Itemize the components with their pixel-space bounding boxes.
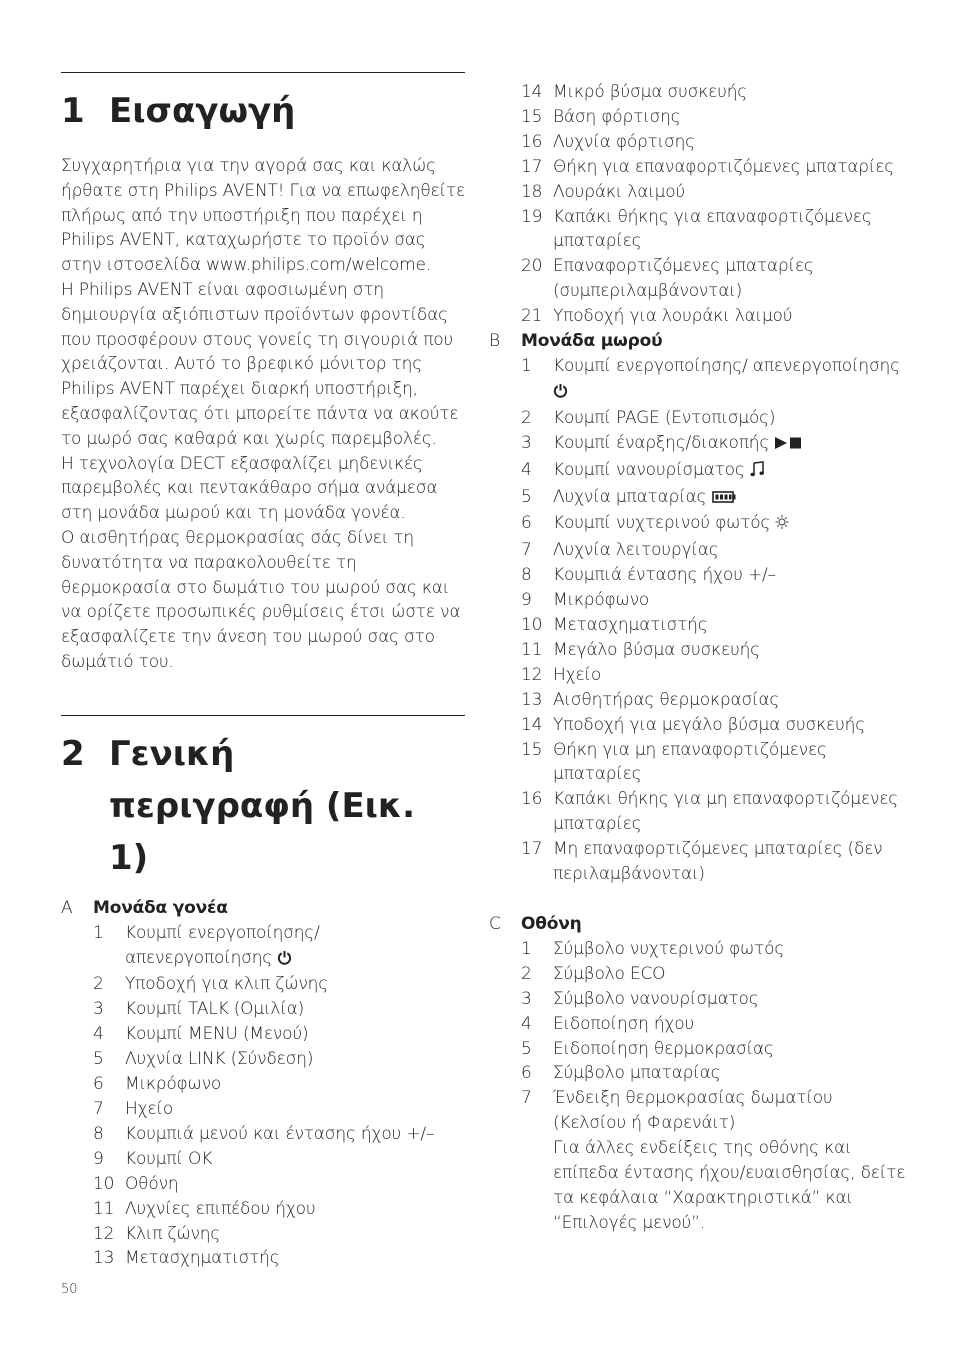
- item-label: [553, 155, 909, 180]
- list-item: [521, 80, 909, 105]
- item-text: Οθόνη: [125, 1173, 179, 1194]
- item-text: Σύμβολο νανουρίσματος: [553, 988, 759, 1009]
- item-text: Μικρό βύσμα συσκευής: [553, 82, 748, 102]
- list-item: [521, 458, 909, 485]
- item-text: Κουμπί TALK (Ομιλία): [125, 999, 305, 1020]
- item-number: 13: [521, 689, 543, 710]
- item-text: Βάση φόρτισης: [553, 106, 681, 127]
- group-letter: A: [61, 897, 73, 918]
- list-item: [93, 1072, 465, 1097]
- item-text: Καπάκι θήκης για μη επαναφορτιζόμενες μπαταρίες: [553, 789, 899, 835]
- page-number: 50: [61, 1282, 78, 1297]
- item-number: 5: [521, 486, 532, 507]
- item-number: 4: [521, 459, 532, 480]
- item-text: Ηχείο: [553, 664, 602, 685]
- item-number: 11: [521, 639, 543, 660]
- item-text: Σύμβολο ECO: [553, 963, 666, 984]
- item-number: 7: [93, 1098, 104, 1119]
- list-item: [93, 921, 465, 973]
- list-item: [521, 180, 909, 205]
- list-item: [93, 972, 465, 997]
- item-text: Σύμβολο μπαταρίας: [553, 1063, 721, 1084]
- item-number: 7: [521, 1088, 532, 1109]
- list-item: [521, 538, 909, 563]
- item-text: Θήκη για επαναφορτιζόμενες μπαταρίες: [553, 156, 894, 177]
- item-label: [553, 1012, 909, 1037]
- item-label: [553, 1061, 909, 1086]
- parent-unit-list: [61, 896, 465, 1272]
- item-text: Μετασχηματιστής: [125, 1248, 280, 1269]
- item-text: Υποδοχή για μεγάλο βύσμα συσκευής: [553, 714, 865, 735]
- list-item: [521, 511, 909, 538]
- intro-paragraph: Ο αισθητήρας θερμοκρασίας σάς δίνει τη δυνατότητα να παρακολουθείτε τη θερμοκρασία στο δωμάτιο του μωρού σας και να ορίζετε προσωπικές ρυθμίσεις έτσι ώστε να εξασφαλίζετε την άνεση του μωρού σας στο δωμάτιό του.: [61, 527, 461, 672]
- item-text: Λουράκι λαιμού: [553, 181, 686, 202]
- intro-paragraph: Η τεχνολογία DECT εξασφαλίζει μηδενικές παρεμβολές και πεντακάθαρο σήμα ανάμεσα στη μονάδα μωρού και τη μονάδα γονέα.: [61, 453, 438, 524]
- item-label: [553, 180, 909, 205]
- display-note: Για άλλες ενδείξεις της οθόνης και επίπεδα έντασης ήχου/ευαισθησίας, δείτε τα κεφάλαια “Χαρακτηριστικά” και “Επιλογές μενού”.: [553, 1138, 906, 1233]
- item-number: 9: [93, 1148, 104, 1169]
- list-item: [521, 1037, 909, 1062]
- item-label: [553, 1086, 909, 1136]
- item-number: 2: [521, 963, 532, 984]
- item-text: Κουμπί PAGE (Εντοπισμός): [553, 407, 776, 428]
- item-label: [553, 987, 909, 1012]
- item-number: 14: [521, 82, 543, 102]
- item-label: [553, 588, 909, 613]
- group-heading: [61, 896, 465, 921]
- item-text: Κουμπί έναρξης/διακοπής: [553, 432, 770, 453]
- item-text: Κουμπί MENU (Μενού): [125, 1024, 309, 1045]
- item-text: Ειδοποίηση θερμοκρασίας: [553, 1038, 774, 1059]
- list-item: [521, 588, 909, 613]
- list-item: [521, 787, 909, 837]
- item-text: Κουμπί OK: [125, 1148, 213, 1169]
- list-item: [521, 563, 909, 588]
- list-item: [521, 431, 909, 458]
- item-label: [553, 254, 909, 304]
- list-item: [521, 254, 909, 304]
- item-label: [125, 921, 465, 973]
- item-text: Λυχνίες επιπέδου ήχου: [125, 1198, 316, 1219]
- item-number: 2: [93, 974, 104, 995]
- night-light-icon: [775, 513, 789, 538]
- intro-paragraph: Η Philips AVENT είναι αφοσιωμένη στη δημιουργία αξιόπιστων προϊόντων φροντίδας που προσφέρουν στους γονείς τη σιγουριά που χρειάζονται. Αυτό το βρεφικό μόνιτορ της Philips AVENT παρέχει διαρκή υποστήριξη, εξασφαλίζοντας ότι μπορείτε πάντα να ακούτε το μωρό σας καθαρά και χωρίς παρεμβολές.: [61, 279, 459, 449]
- item-text: Υποδοχή για λουράκι λαιμού: [553, 306, 793, 327]
- item-number: 1: [521, 938, 532, 959]
- item-number: 3: [521, 432, 532, 453]
- power-icon: [553, 381, 568, 406]
- section-number: 2: [61, 733, 85, 774]
- item-label: [553, 458, 909, 485]
- section-rule: [61, 72, 465, 73]
- list-item: [521, 688, 909, 713]
- group-title: Μονάδα μωρού: [521, 331, 663, 352]
- list-item: [521, 354, 909, 406]
- item-text: Σύμβολο νυχτερινού φωτός: [553, 938, 785, 959]
- parent-unit-list-continued: [489, 80, 909, 329]
- item-label: [553, 962, 909, 987]
- item-label: [125, 1122, 465, 1147]
- item-text: Κουμπιά έντασης ήχου +/–: [553, 565, 776, 586]
- item-label: [553, 431, 909, 458]
- item-label: [553, 130, 909, 155]
- item-label: [553, 105, 909, 130]
- item-number: 17: [521, 156, 543, 177]
- item-number: 10: [93, 1173, 115, 1194]
- item-label: [553, 538, 909, 563]
- item-number: 14: [521, 714, 543, 735]
- item-number: 12: [521, 664, 543, 685]
- item-label: [125, 1047, 465, 1072]
- item-number: 12: [93, 1223, 115, 1244]
- group-letter: B: [489, 331, 500, 352]
- display-list: [489, 912, 909, 1236]
- item-label: [553, 485, 909, 512]
- item-number: 1: [93, 922, 104, 943]
- intro-text: [61, 154, 465, 675]
- list-item: [93, 1197, 465, 1222]
- item-label: [125, 997, 465, 1022]
- list-item: [521, 1012, 909, 1037]
- music-note-icon: [750, 460, 764, 485]
- item-number: 5: [93, 1049, 104, 1070]
- item-number: 10: [521, 615, 543, 636]
- item-text: Λυχνία φόρτισης: [553, 131, 695, 152]
- list-item: [93, 1246, 465, 1271]
- item-text: Υποδοχή για κλιπ ζώνης: [125, 974, 329, 995]
- item-label: [125, 1147, 465, 1172]
- item-label: [553, 663, 909, 688]
- item-number: 15: [521, 106, 543, 127]
- play-stop-icon: [774, 433, 804, 458]
- item-text: Μικρόφωνο: [553, 590, 650, 611]
- item-number: 4: [93, 1024, 104, 1045]
- item-label: [553, 354, 909, 406]
- item-text: Κουμπιά μενού και έντασης ήχου +/–: [125, 1123, 435, 1144]
- item-label: [553, 304, 909, 329]
- section-2-title: [61, 728, 465, 884]
- item-text: Λυχνία μπαταρίας: [553, 486, 707, 507]
- item-label: [553, 613, 909, 638]
- item-number: 6: [521, 513, 532, 534]
- list-item: [93, 1122, 465, 1147]
- list-item: [93, 1097, 465, 1122]
- item-text: Επαναφορτιζόμενες μπαταρίες (συμπεριλαμβάνονται): [553, 256, 814, 302]
- item-label: [125, 1246, 465, 1271]
- list-item: [93, 1022, 465, 1047]
- list-item: [521, 613, 909, 638]
- list-item: [521, 987, 909, 1012]
- item-text: Μετασχηματιστής: [553, 615, 708, 636]
- item-label: [553, 406, 909, 431]
- left-column: [61, 72, 465, 1271]
- list-item: [93, 1222, 465, 1247]
- item-number: 11: [93, 1198, 115, 1219]
- item-text: Αισθητήρας θερμοκρασίας: [553, 689, 780, 710]
- item-label: [553, 713, 909, 738]
- item-number: 15: [521, 739, 543, 760]
- item-text: Θήκη για μη επαναφορτιζόμενες μπαταρίες: [553, 739, 827, 785]
- list-item: [93, 1047, 465, 1072]
- section-heading: [109, 728, 465, 884]
- list-item: [521, 837, 909, 887]
- item-number: 9: [521, 590, 532, 611]
- item-text: Κουμπί ενεργοποίησης/ απενεργοποίησης: [125, 922, 320, 968]
- item-text: Κλιπ ζώνης: [125, 1223, 221, 1244]
- item-label: [553, 638, 909, 663]
- list-item: [521, 663, 909, 688]
- item-label: [553, 688, 909, 713]
- item-text: Καπάκι θήκης για επαναφορτιζόμενες μπαταρίες: [553, 206, 872, 252]
- item-label: [125, 1172, 465, 1197]
- item-label: [553, 511, 909, 538]
- item-label: [553, 837, 909, 887]
- list-item: [521, 1061, 909, 1086]
- item-label: [125, 1197, 465, 1222]
- item-label: [553, 937, 909, 962]
- list-item: [93, 997, 465, 1022]
- item-label: [125, 1222, 465, 1247]
- item-label: [125, 1072, 465, 1097]
- item-label: [553, 787, 909, 837]
- list-item: [93, 1172, 465, 1197]
- item-label: [553, 738, 909, 788]
- battery-icon: [712, 487, 736, 512]
- section-heading: Εισαγωγή: [109, 91, 296, 131]
- list-item: [521, 962, 909, 987]
- item-text: Κουμπί νυχτερινού φωτός: [553, 513, 771, 534]
- list-item: [521, 406, 909, 431]
- intro-paragraph: Συγχαρητήρια για την αγορά σας και καλώς ήρθατε στη Philips AVENT! Για να επωφεληθείτε πλήρως από την υποστήριξη που παρέχει η Philips AVENT, καταχωρήστε το προϊόν σας στην ιστοσελίδα www.philips.com/welcome.: [61, 156, 465, 276]
- list-item: [521, 105, 909, 130]
- group-title: Οθόνη: [521, 914, 582, 934]
- list-item: [521, 937, 909, 962]
- item-text: Ηχείο: [125, 1098, 174, 1119]
- item-number: 1: [521, 355, 532, 376]
- list-item: [521, 738, 909, 788]
- item-number: 6: [93, 1074, 104, 1095]
- list-item: [521, 1086, 909, 1136]
- list-item: [521, 713, 909, 738]
- list-item: [521, 638, 909, 663]
- item-label: [553, 563, 909, 588]
- item-number: 4: [521, 1013, 532, 1034]
- item-label: [553, 205, 909, 255]
- item-number: 2: [521, 407, 532, 428]
- list-item: [521, 205, 909, 255]
- item-text: Μικρόφωνο: [125, 1074, 222, 1095]
- item-text: Κουμπί ενεργοποίησης/ απενεργοποίησης: [553, 355, 900, 376]
- item-text: Λυχνία λειτουργίας: [553, 540, 719, 561]
- item-label: [125, 1097, 465, 1122]
- item-number: 21: [521, 306, 543, 327]
- item-number: 3: [93, 999, 104, 1020]
- item-number: 8: [93, 1123, 104, 1144]
- item-text: Ειδοποίηση ήχου: [553, 1013, 695, 1034]
- section-number: 1: [61, 91, 85, 131]
- item-number: 16: [521, 789, 543, 810]
- section-heading-line: περιγραφή (Εικ. 1): [109, 785, 415, 878]
- list-item: [521, 155, 909, 180]
- item-number: 6: [521, 1063, 532, 1084]
- item-number: 8: [521, 565, 532, 586]
- group-heading: [489, 329, 909, 354]
- item-text: Κουμπί νανουρίσματος: [553, 459, 745, 480]
- item-number: 5: [521, 1038, 532, 1059]
- right-column: [489, 80, 909, 1236]
- section-1-title: [61, 85, 465, 137]
- item-number: 7: [521, 540, 532, 561]
- list-item: [521, 130, 909, 155]
- group-heading: [489, 912, 909, 937]
- section-heading-line: Γενική: [109, 733, 235, 774]
- section-rule: [61, 715, 465, 716]
- item-number: 20: [521, 256, 543, 277]
- item-label: [553, 1037, 909, 1062]
- list-item: [521, 304, 909, 329]
- item-text: Μη επαναφορτιζόμενες μπαταρίες (δεν περιλαμβάνονται): [553, 839, 883, 885]
- power-icon: [277, 948, 292, 973]
- item-label: [125, 1022, 465, 1047]
- item-number: 19: [521, 206, 543, 227]
- baby-unit-list: [489, 329, 909, 887]
- item-number: 17: [521, 839, 543, 860]
- item-number: 18: [521, 181, 543, 202]
- group-title: Μονάδα γονέα: [93, 897, 228, 918]
- list-item: [93, 1147, 465, 1172]
- item-label: [125, 972, 465, 997]
- item-number: 3: [521, 988, 532, 1009]
- group-letter: C: [489, 914, 501, 934]
- item-text: Μεγάλο βύσμα συσκευής: [553, 639, 760, 660]
- list-item: [521, 485, 909, 512]
- item-number: 16: [521, 131, 543, 152]
- item-text: Λυχνία LINK (Σύνδεση): [125, 1049, 314, 1070]
- item-label: [553, 80, 909, 105]
- item-text: Ένδειξη θερμοκρασίας δωματίου (Κελσίου ή Φαρενάιτ): [553, 1088, 833, 1134]
- item-number: 13: [93, 1248, 115, 1269]
